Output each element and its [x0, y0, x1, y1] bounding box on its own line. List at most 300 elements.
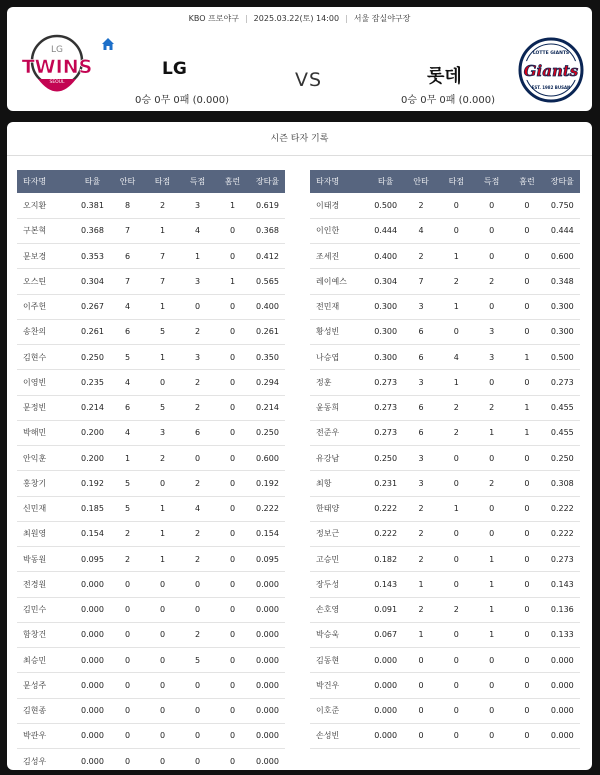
- batting-average-cell: 0.353: [75, 244, 110, 269]
- slugging-cell: 0.348: [545, 269, 580, 294]
- batting-average-cell: 0.300: [368, 319, 403, 344]
- match-datetime: 2025.03.22(토) 14:00: [253, 14, 340, 23]
- home-runs-cell: 0: [509, 244, 544, 269]
- table-row[interactable]: [310, 471, 580, 496]
- runs-cell: 0: [474, 370, 509, 395]
- player-name-cell: 이영빈: [17, 370, 75, 395]
- runs-cell: 1: [474, 597, 509, 622]
- player-name-cell: 이주헌: [17, 294, 75, 319]
- rbi-cell: 0: [439, 521, 474, 546]
- slugging-cell: 0.143: [545, 572, 580, 597]
- hits-cell: 0: [403, 698, 438, 723]
- hits-cell: 1: [110, 446, 145, 471]
- home-runs-cell: 1: [509, 345, 544, 370]
- slugging-cell: 0.250: [545, 446, 580, 471]
- rbi-cell: 0: [439, 218, 474, 243]
- home-runs-cell: 1: [509, 395, 544, 420]
- batting-average-cell: 0.381: [75, 193, 110, 218]
- table-row[interactable]: [310, 521, 580, 546]
- table-row[interactable]: [17, 749, 285, 771]
- match-info: KBO 프로야구 | 2025.03.22(토) 14:00 | 서울 잠실야구장: [188, 14, 411, 23]
- slugging-cell: 0.350: [250, 345, 285, 370]
- hits-cell: 6: [403, 345, 438, 370]
- rbi-cell: 1: [439, 496, 474, 521]
- away-team-name: 롯데: [427, 66, 462, 87]
- rbi-cell: 2: [145, 446, 180, 471]
- slugging-cell: 0.412: [250, 244, 285, 269]
- table-row[interactable]: [310, 193, 580, 218]
- rbi-cell: 2: [439, 420, 474, 445]
- player-name-cell: 이호준: [310, 698, 368, 723]
- home-runs-cell: 0: [215, 244, 250, 269]
- batting-average-cell: 0.000: [75, 572, 110, 597]
- player-name-cell: 한태양: [310, 496, 368, 521]
- player-name-cell: 레이예스: [310, 269, 368, 294]
- table-row[interactable]: [17, 648, 285, 673]
- hits-cell: 5: [110, 345, 145, 370]
- runs-cell: 0: [474, 496, 509, 521]
- hits-cell: 5: [110, 471, 145, 496]
- slugging-cell: 0.000: [545, 648, 580, 673]
- table-row[interactable]: [17, 319, 285, 344]
- table-row[interactable]: [310, 648, 580, 673]
- batting-average-cell: 0.154: [75, 521, 110, 546]
- table-row[interactable]: [17, 496, 285, 521]
- rbi-cell: 0: [145, 597, 180, 622]
- slugging-cell: 0.095: [250, 547, 285, 572]
- slugging-cell: 0.308: [545, 471, 580, 496]
- slugging-cell: 0.000: [250, 749, 285, 771]
- rbi-cell: 1: [145, 294, 180, 319]
- col-header-rbi[interactable]: 타점: [439, 170, 474, 193]
- slugging-cell: 0.000: [250, 622, 285, 647]
- home-runs-cell: 0: [215, 521, 250, 546]
- hits-cell: 3: [403, 294, 438, 319]
- table-row[interactable]: [310, 370, 580, 395]
- away-team-record: 0승 0무 0패 (0.000): [401, 95, 496, 106]
- table-row[interactable]: [17, 723, 285, 748]
- player-name-cell: 황성빈: [310, 319, 368, 344]
- table-row[interactable]: [310, 698, 580, 723]
- home-runs-cell: 0: [509, 597, 544, 622]
- slugging-cell: 0.261: [250, 319, 285, 344]
- slugging-cell: 0.133: [545, 622, 580, 647]
- table-row[interactable]: [310, 496, 580, 521]
- runs-cell: 0: [180, 597, 215, 622]
- table-row[interactable]: [17, 698, 285, 723]
- home-runs-cell: 0: [509, 218, 544, 243]
- player-name-cell: 최항: [310, 471, 368, 496]
- rbi-cell: 0: [145, 749, 180, 771]
- hits-cell: 4: [110, 420, 145, 445]
- batting-average-cell: 0.304: [368, 269, 403, 294]
- hits-cell: 0: [110, 572, 145, 597]
- table-row[interactable]: [17, 673, 285, 698]
- batting-average-cell: 0.067: [368, 622, 403, 647]
- batting-average-cell: 0.273: [368, 420, 403, 445]
- player-name-cell: 박해민: [17, 420, 75, 445]
- player-name-cell: 안익훈: [17, 446, 75, 471]
- hits-cell: 8: [110, 193, 145, 218]
- rbi-cell: 0: [439, 622, 474, 647]
- home-icon[interactable]: [101, 37, 115, 51]
- runs-cell: 3: [474, 345, 509, 370]
- slugging-cell: 0.222: [250, 496, 285, 521]
- slugging-cell: 0.136: [545, 597, 580, 622]
- batting-average-cell: 0.000: [368, 723, 403, 748]
- player-name-cell: 박관우: [17, 723, 75, 748]
- player-name-cell: 윤동희: [310, 395, 368, 420]
- runs-cell: 3: [180, 269, 215, 294]
- rbi-cell: 2: [145, 193, 180, 218]
- rbi-cell: 1: [439, 370, 474, 395]
- runs-cell: 2: [180, 395, 215, 420]
- batting-average-cell: 0.000: [368, 673, 403, 698]
- player-name-cell: 이인한: [310, 218, 368, 243]
- table-row[interactable]: [310, 673, 580, 698]
- home-runs-cell: 0: [215, 547, 250, 572]
- rbi-cell: 1: [145, 345, 180, 370]
- table-row[interactable]: [310, 597, 580, 622]
- table-row[interactable]: [17, 244, 285, 269]
- col-header-runs[interactable]: 득점: [474, 170, 509, 193]
- hits-cell: 1: [403, 622, 438, 647]
- hits-cell: 2: [403, 597, 438, 622]
- col-header-hr[interactable]: 홈런: [215, 170, 250, 193]
- batting-average-cell: 0.222: [368, 496, 403, 521]
- rbi-cell: 0: [439, 572, 474, 597]
- runs-cell: 0: [180, 446, 215, 471]
- batting-average-cell: 0.095: [75, 547, 110, 572]
- batting-average-cell: 0.000: [75, 622, 110, 647]
- hits-cell: 4: [403, 218, 438, 243]
- batting-average-cell: 0.000: [75, 723, 110, 748]
- home-runs-cell: 0: [215, 572, 250, 597]
- table-row[interactable]: [310, 395, 580, 420]
- rbi-cell: 0: [439, 648, 474, 673]
- col-header-slg[interactable]: 장타율: [250, 170, 285, 193]
- col-header-hits[interactable]: 안타: [110, 170, 145, 193]
- runs-cell: 3: [180, 345, 215, 370]
- giants-logo-word: Giants: [523, 62, 579, 80]
- slugging-cell: 0.750: [545, 193, 580, 218]
- home-runs-cell: 0: [215, 294, 250, 319]
- player-name-cell: 함창건: [17, 622, 75, 647]
- runs-cell: 2: [180, 521, 215, 546]
- table-row[interactable]: [17, 572, 285, 597]
- slugging-cell: 0.455: [545, 420, 580, 445]
- runs-cell: 1: [474, 572, 509, 597]
- player-name-cell: 고승민: [310, 547, 368, 572]
- batting-average-cell: 0.000: [75, 698, 110, 723]
- hits-cell: 0: [110, 698, 145, 723]
- rbi-cell: 1: [439, 244, 474, 269]
- home-runs-cell: 0: [215, 345, 250, 370]
- table-row[interactable]: [310, 723, 580, 748]
- hits-cell: 0: [110, 597, 145, 622]
- player-name-cell: 오스틴: [17, 269, 75, 294]
- table-row[interactable]: [17, 597, 285, 622]
- slugging-cell: 0.600: [250, 446, 285, 471]
- table-row[interactable]: [310, 622, 580, 647]
- table-row[interactable]: [17, 446, 285, 471]
- runs-cell: 0: [474, 218, 509, 243]
- lotte-batter-table: [310, 170, 580, 749]
- slugging-cell: 0.455: [545, 395, 580, 420]
- runs-cell: 0: [180, 749, 215, 771]
- player-name-cell: 나승엽: [310, 345, 368, 370]
- lg-logo-bottom-text: SEOUL: [49, 80, 65, 85]
- hits-cell: 0: [110, 673, 145, 698]
- col-header-name[interactable]: 타자명: [310, 170, 368, 193]
- batting-average-cell: 0.000: [75, 597, 110, 622]
- runs-cell: 3: [180, 193, 215, 218]
- runs-cell: 2: [180, 622, 215, 647]
- runs-cell: 0: [474, 193, 509, 218]
- col-header-runs[interactable]: 득점: [180, 170, 215, 193]
- slugging-cell: 0.500: [545, 345, 580, 370]
- venue-label: 서울 잠실야구장: [353, 14, 411, 23]
- hits-cell: 2: [403, 521, 438, 546]
- rbi-cell: 1: [145, 218, 180, 243]
- hits-cell: 0: [403, 723, 438, 748]
- rbi-cell: 0: [439, 723, 474, 748]
- rbi-cell: 7: [145, 269, 180, 294]
- player-name-cell: 김현종: [17, 698, 75, 723]
- table-row[interactable]: [17, 622, 285, 647]
- batting-average-cell: 0.250: [368, 446, 403, 471]
- hits-cell: 0: [110, 749, 145, 771]
- batting-average-cell: 0.192: [75, 471, 110, 496]
- rbi-cell: 0: [145, 572, 180, 597]
- slugging-cell: 0.214: [250, 395, 285, 420]
- col-header-hr[interactable]: 홈런: [509, 170, 544, 193]
- col-header-avg[interactable]: 타율: [368, 170, 403, 193]
- batting-average-cell: 0.143: [368, 572, 403, 597]
- giants-logo-bottom-text: EST. 1982 BUSAN: [531, 85, 571, 90]
- home-runs-cell: 0: [215, 648, 250, 673]
- hits-cell: 2: [403, 244, 438, 269]
- rbi-cell: 2: [439, 269, 474, 294]
- hits-cell: 2: [403, 496, 438, 521]
- slugging-cell: 0.000: [545, 723, 580, 748]
- table-row[interactable]: [17, 269, 285, 294]
- runs-cell: 2: [474, 269, 509, 294]
- rbi-cell: 5: [145, 395, 180, 420]
- table-row[interactable]: [17, 345, 285, 370]
- runs-cell: 0: [474, 723, 509, 748]
- hits-cell: 6: [403, 395, 438, 420]
- col-header-hits[interactable]: 안타: [403, 170, 438, 193]
- hits-cell: 0: [403, 648, 438, 673]
- table-header-row: [17, 170, 285, 193]
- slugging-cell: 0.400: [250, 294, 285, 319]
- runs-cell: 4: [180, 496, 215, 521]
- player-name-cell: 손호영: [310, 597, 368, 622]
- hits-cell: 7: [403, 269, 438, 294]
- slugging-cell: 0.222: [545, 496, 580, 521]
- home-runs-cell: 0: [509, 572, 544, 597]
- table-row[interactable]: [17, 395, 285, 420]
- batting-average-cell: 0.267: [75, 294, 110, 319]
- runs-cell: 1: [180, 244, 215, 269]
- player-name-cell: 조세진: [310, 244, 368, 269]
- section-title: 시즌 타자 기록: [7, 122, 592, 156]
- col-header-avg[interactable]: 타율: [75, 170, 110, 193]
- rbi-cell: 0: [439, 471, 474, 496]
- home-runs-cell: 0: [215, 319, 250, 344]
- hits-cell: 4: [110, 370, 145, 395]
- home-runs-cell: 0: [509, 370, 544, 395]
- slugging-cell: 0.222: [545, 521, 580, 546]
- home-runs-cell: 0: [509, 698, 544, 723]
- slugging-cell: 0.273: [545, 547, 580, 572]
- runs-cell: 2: [474, 471, 509, 496]
- slugging-cell: 0.000: [250, 723, 285, 748]
- home-runs-cell: 1: [215, 269, 250, 294]
- player-name-cell: 정훈: [310, 370, 368, 395]
- hits-cell: 7: [110, 218, 145, 243]
- home-runs-cell: 0: [215, 622, 250, 647]
- table-row[interactable]: [310, 547, 580, 572]
- runs-cell: 0: [180, 294, 215, 319]
- runs-cell: 0: [474, 294, 509, 319]
- runs-cell: 1: [474, 547, 509, 572]
- col-header-rbi[interactable]: 타점: [145, 170, 180, 193]
- lg-twins-logo[interactable]: [13, 32, 101, 102]
- runs-cell: 0: [180, 572, 215, 597]
- player-name-cell: 최승민: [17, 648, 75, 673]
- table-row[interactable]: [310, 294, 580, 319]
- col-header-name[interactable]: 타자명: [17, 170, 75, 193]
- batting-average-cell: 0.400: [368, 244, 403, 269]
- home-runs-cell: 0: [215, 395, 250, 420]
- player-name-cell: 신민재: [17, 496, 75, 521]
- home-runs-cell: 0: [215, 370, 250, 395]
- home-runs-cell: 0: [215, 698, 250, 723]
- batting-average-cell: 0.091: [368, 597, 403, 622]
- rbi-cell: 1: [145, 547, 180, 572]
- rbi-cell: 1: [145, 521, 180, 546]
- table-row[interactable]: [310, 244, 580, 269]
- giants-logo-top-text: LOTTE GIANTS: [532, 51, 570, 56]
- lg-batter-table: [17, 170, 285, 770]
- table-row[interactable]: [17, 193, 285, 218]
- hits-cell: 1: [403, 572, 438, 597]
- home-runs-cell: 0: [215, 496, 250, 521]
- player-name-cell: 문보경: [17, 244, 75, 269]
- rbi-cell: 0: [145, 723, 180, 748]
- slugging-cell: 0.000: [545, 673, 580, 698]
- table-row[interactable]: [310, 319, 580, 344]
- rbi-cell: 5: [145, 319, 180, 344]
- player-name-cell: 장두성: [310, 572, 368, 597]
- home-runs-cell: 0: [509, 446, 544, 471]
- hits-cell: 2: [403, 193, 438, 218]
- slugging-cell: 0.000: [250, 673, 285, 698]
- table-row[interactable]: [310, 269, 580, 294]
- runs-cell: 4: [180, 218, 215, 243]
- table-row[interactable]: [310, 345, 580, 370]
- table-row[interactable]: [17, 547, 285, 572]
- runs-cell: 0: [474, 446, 509, 471]
- table-row[interactable]: [310, 446, 580, 471]
- hits-cell: 6: [110, 395, 145, 420]
- batting-average-cell: 0.261: [75, 319, 110, 344]
- rbi-cell: 2: [439, 597, 474, 622]
- hits-cell: 6: [403, 319, 438, 344]
- rbi-cell: 0: [145, 673, 180, 698]
- batting-average-cell: 0.000: [368, 698, 403, 723]
- batting-average-cell: 0.185: [75, 496, 110, 521]
- rbi-cell: 0: [145, 622, 180, 647]
- rbi-cell: 0: [439, 446, 474, 471]
- rbi-cell: 4: [439, 345, 474, 370]
- batting-average-cell: 0.500: [368, 193, 403, 218]
- slugging-cell: 0.300: [545, 294, 580, 319]
- table-row[interactable]: [310, 420, 580, 445]
- runs-cell: 0: [474, 244, 509, 269]
- home-runs-cell: 0: [509, 269, 544, 294]
- batting-average-cell: 0.000: [75, 749, 110, 771]
- lotte-giants-logo[interactable]: [518, 37, 584, 103]
- player-name-cell: 정보근: [310, 521, 368, 546]
- home-runs-cell: 1: [509, 420, 544, 445]
- home-runs-cell: 0: [509, 471, 544, 496]
- home-runs-cell: 0: [215, 749, 250, 771]
- versus-label: VS: [295, 69, 323, 91]
- table-row[interactable]: [310, 218, 580, 243]
- player-name-cell: 전경원: [17, 572, 75, 597]
- table-row[interactable]: [17, 218, 285, 243]
- lg-logo-word: TWINS: [21, 56, 93, 78]
- batting-average-cell: 0.214: [75, 395, 110, 420]
- hits-cell: 4: [110, 294, 145, 319]
- runs-cell: 2: [474, 395, 509, 420]
- hits-cell: 5: [110, 496, 145, 521]
- home-runs-cell: 0: [215, 597, 250, 622]
- player-name-cell: 문성주: [17, 673, 75, 698]
- table-row[interactable]: [17, 420, 285, 445]
- table-row[interactable]: [17, 370, 285, 395]
- player-name-cell: 김민수: [17, 597, 75, 622]
- batting-average-cell: 0.368: [75, 218, 110, 243]
- slugging-cell: 0.000: [250, 572, 285, 597]
- player-name-cell: 전준우: [310, 420, 368, 445]
- home-runs-cell: 0: [509, 673, 544, 698]
- runs-cell: 1: [474, 420, 509, 445]
- table-row[interactable]: [17, 471, 285, 496]
- runs-cell: 2: [180, 547, 215, 572]
- table-row[interactable]: [17, 521, 285, 546]
- runs-cell: 0: [180, 673, 215, 698]
- col-header-slg[interactable]: 장타율: [545, 170, 580, 193]
- player-name-cell: 문정빈: [17, 395, 75, 420]
- slugging-cell: 0.000: [250, 698, 285, 723]
- hits-cell: 2: [110, 547, 145, 572]
- table-row[interactable]: [310, 572, 580, 597]
- home-runs-cell: 1: [215, 193, 250, 218]
- runs-cell: 6: [180, 420, 215, 445]
- hits-cell: 0: [110, 622, 145, 647]
- rbi-cell: 0: [145, 648, 180, 673]
- table-row[interactable]: [17, 294, 285, 319]
- slugging-cell: 0.300: [545, 319, 580, 344]
- player-name-cell: 김현수: [17, 345, 75, 370]
- table-header-row: [310, 170, 580, 193]
- slugging-cell: 0.368: [250, 218, 285, 243]
- batting-average-cell: 0.444: [368, 218, 403, 243]
